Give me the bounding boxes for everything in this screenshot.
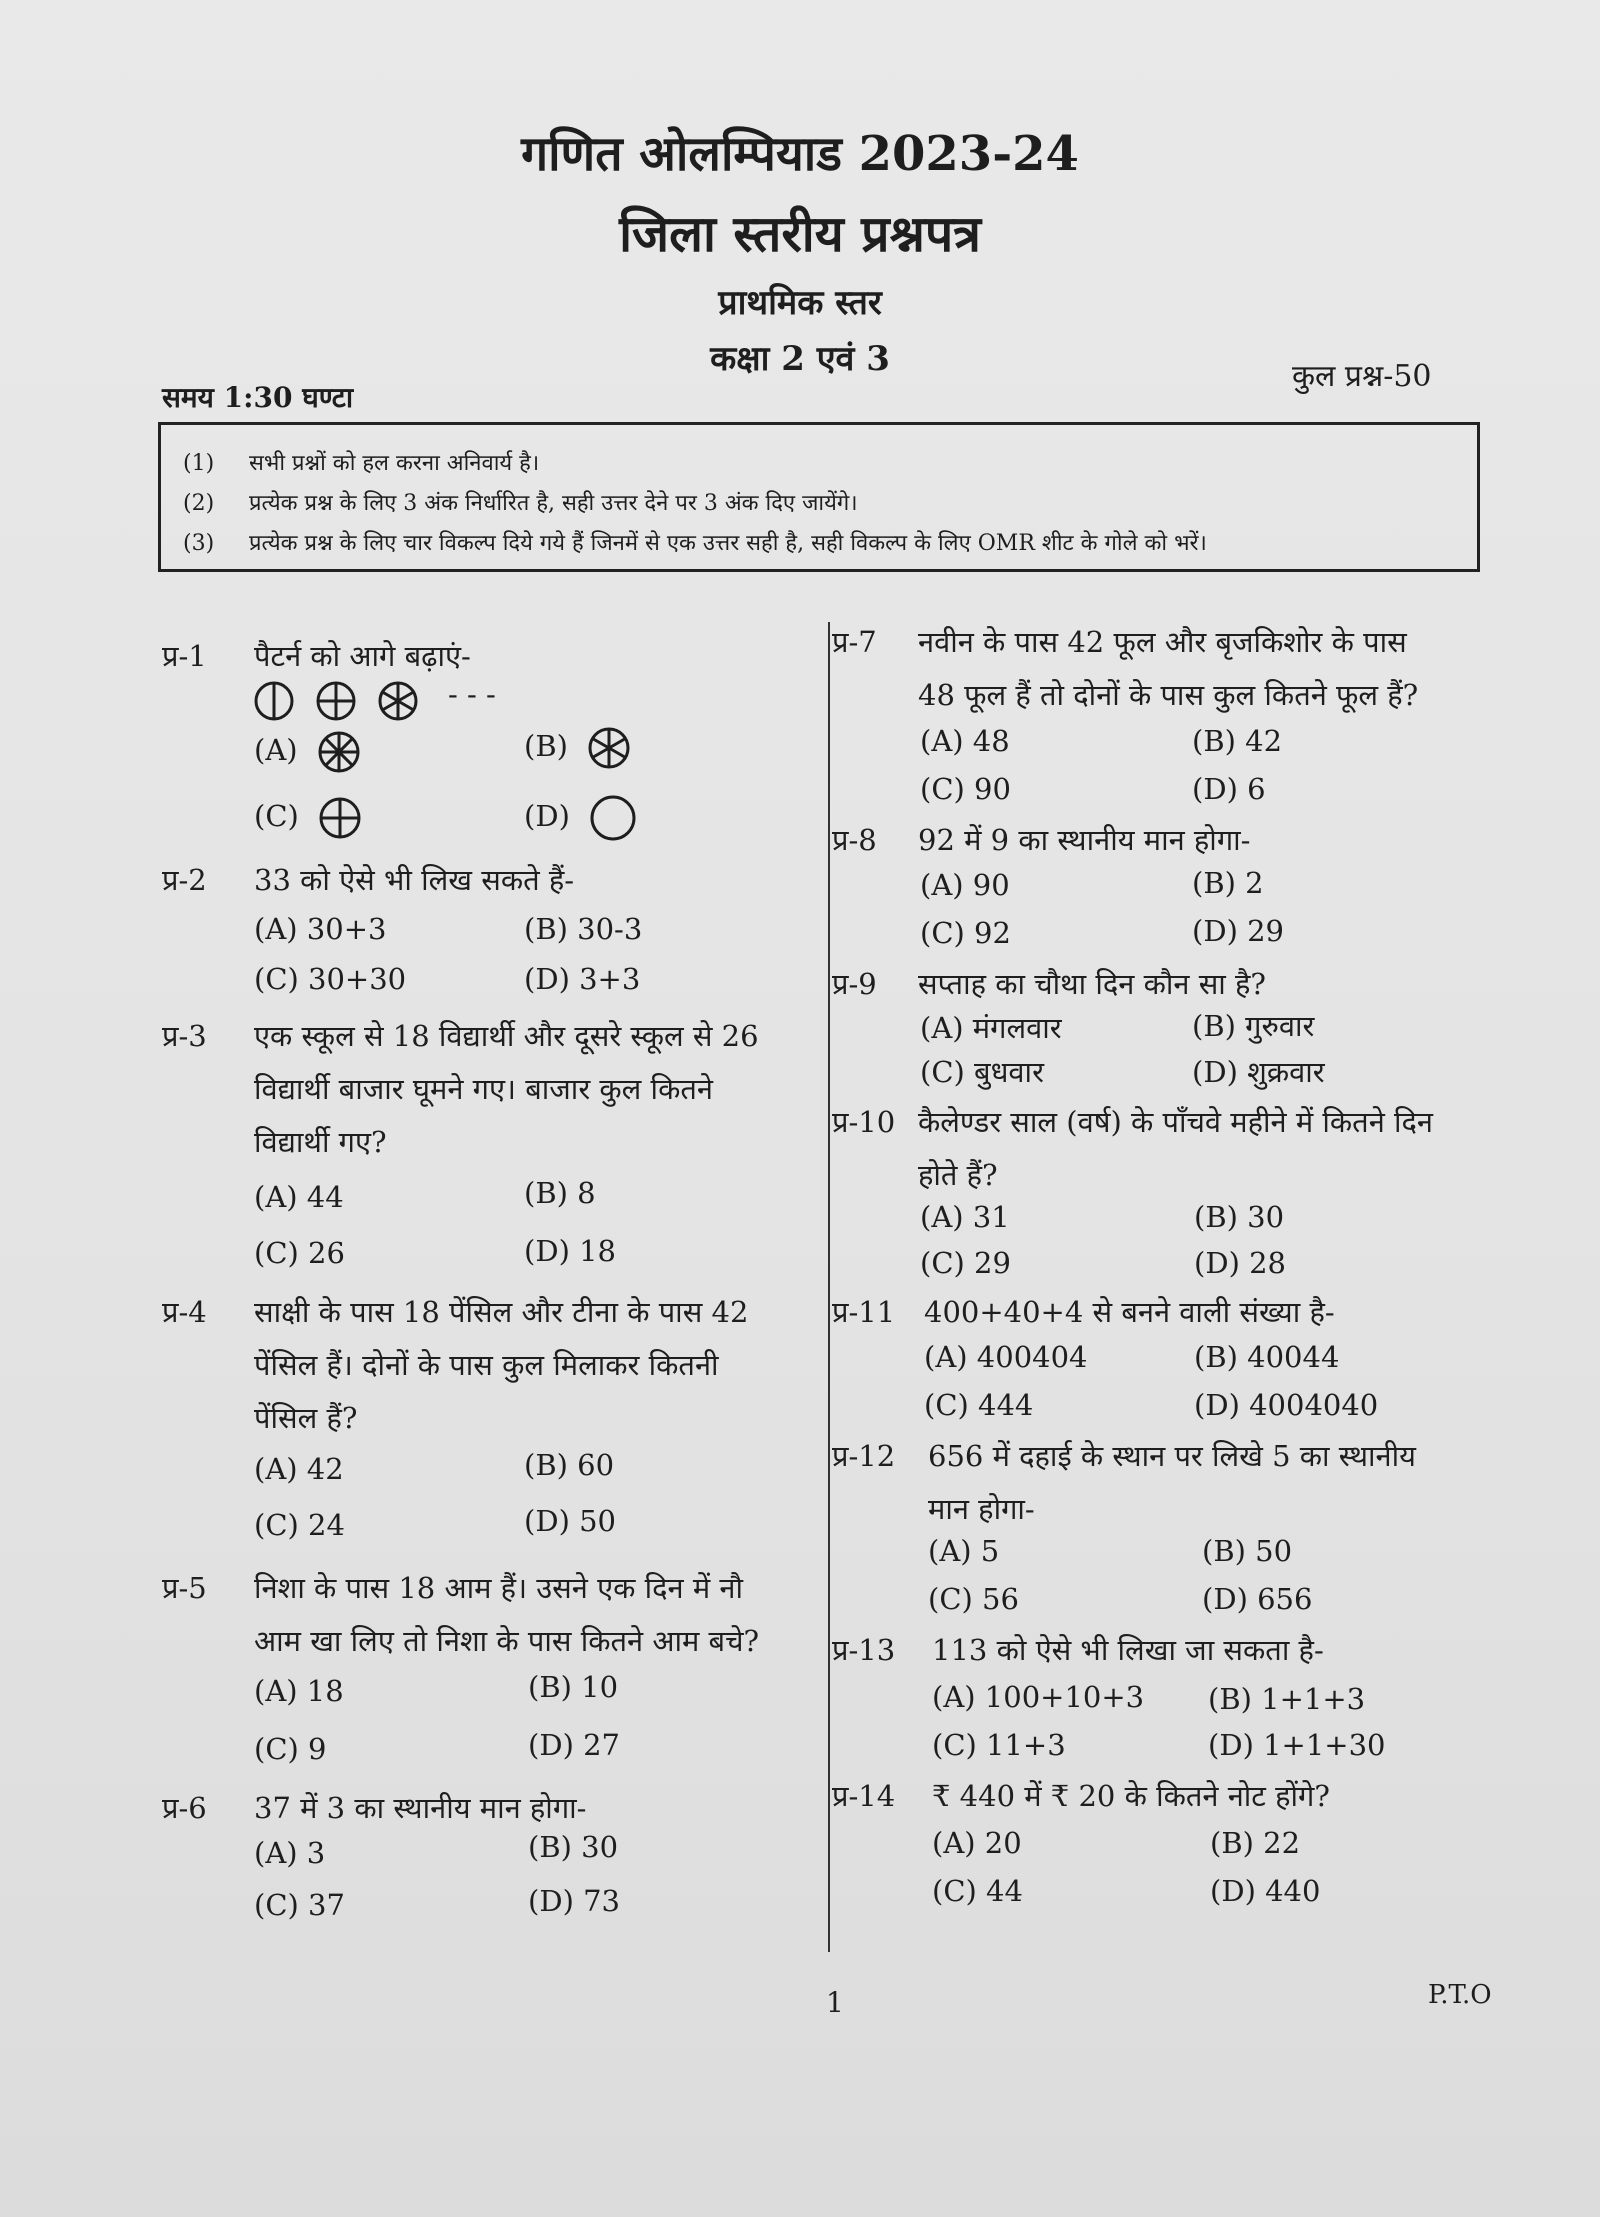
option-d[interactable]: (D) 73 xyxy=(528,1884,620,1918)
option-c[interactable]: (C) बुधवार xyxy=(920,1055,1044,1089)
option-a[interactable]: (A) 31 xyxy=(920,1200,1010,1234)
option-c[interactable]: (C) 29 xyxy=(920,1246,1011,1280)
question-9: प्र-9 सप्ताह का चौथा दिन कौन सा है? xyxy=(832,967,1266,1001)
option-b[interactable]: (B) xyxy=(524,726,631,770)
paper-level: प्राथमिक स्तर xyxy=(718,283,882,323)
option-d[interactable]: (D) शुक्रवार xyxy=(1192,1055,1325,1089)
question-8: प्र-8 92 में 9 का स्थानीय मान होगा- xyxy=(832,823,1251,857)
option-a[interactable]: (A) 400404 xyxy=(924,1340,1088,1374)
page-number: 1 xyxy=(826,1986,844,2019)
option-d[interactable]: (D) 656 xyxy=(1202,1582,1313,1616)
circle-6-spokes-icon xyxy=(587,726,631,770)
option-b[interactable]: (B) 30-3 xyxy=(524,912,643,946)
circle-6-spokes-icon xyxy=(380,683,416,719)
option-c[interactable]: (C) 26 xyxy=(254,1236,345,1270)
option-a[interactable]: (A) 20 xyxy=(932,1826,1022,1860)
option-a[interactable]: (A) 90 xyxy=(920,868,1010,902)
question-10: प्र-10 कैलेण्डर साल (वर्ष) के पाँचवे महीने में कितने दिन होते हैं? xyxy=(832,1105,1434,1192)
option-d[interactable]: (D) xyxy=(524,794,637,842)
option-b[interactable]: (B) 42 xyxy=(1192,724,1283,758)
option-b[interactable]: (B) 8 xyxy=(524,1176,596,1210)
option-c[interactable]: (C) 37 xyxy=(254,1888,345,1922)
option-d[interactable]: (D) 1+1+30 xyxy=(1208,1728,1386,1762)
paper-class: कक्षा 2 एवं 3 xyxy=(710,339,890,379)
time-allowed: समय 1:30 घण्टा xyxy=(162,381,354,414)
option-c[interactable]: (C) xyxy=(254,796,362,840)
column-divider xyxy=(828,622,830,1952)
option-b[interactable]: (B) 2 xyxy=(1192,866,1264,900)
paper-subtitle: जिला स्तरीय प्रश्नपत्र xyxy=(619,204,981,263)
circle-1-spoke-icon xyxy=(256,683,292,719)
empty-circle-icon xyxy=(589,794,637,842)
question-1: प्र-1 पैटर्न को आगे बढ़ाएं- xyxy=(162,639,471,673)
option-b[interactable]: (B) 60 xyxy=(524,1448,615,1482)
option-a[interactable]: (A) 44 xyxy=(254,1180,344,1214)
question-11: प्र-11 400+40+4 से बनने वाली संख्या है- xyxy=(832,1295,1335,1329)
instruction-item: (3) प्रत्येक प्रश्न के लिए चार विकल्प दिये गये हैं जिनमें से एक उत्तर सही है, सही विकल्प के लिए OMR शीट के गोले को भरें। xyxy=(183,531,1207,556)
question-13: प्र-13 113 को ऐसे भी लिखा जा सकता है- xyxy=(832,1633,1324,1667)
option-b[interactable]: (B) 30 xyxy=(528,1830,619,1864)
option-a[interactable]: (A) xyxy=(254,730,361,774)
option-d[interactable]: (D) 29 xyxy=(1192,914,1284,948)
option-d[interactable]: (D) 4004040 xyxy=(1194,1388,1379,1422)
option-d[interactable]: (D) 18 xyxy=(524,1234,616,1268)
option-d[interactable]: (D) 440 xyxy=(1210,1874,1321,1908)
question-4: प्र-4 साक्षी के पास 18 पेंसिल और टीना के पास 42 पेंसिल हैं। दोनों के पास कुल मिलाकर कितनी पेंसिल हैं? xyxy=(162,1295,749,1435)
question-2: प्र-2 33 को ऐसे भी लिख सकते हैं- xyxy=(162,863,575,897)
option-a[interactable]: (A) 42 xyxy=(254,1452,344,1486)
instructions-box xyxy=(158,422,1480,572)
option-a[interactable]: (A) मंगलवार xyxy=(920,1011,1062,1045)
option-b[interactable]: (B) 40044 xyxy=(1194,1340,1340,1374)
paper-title: गणित ओलम्पियाड 2023-24 xyxy=(521,126,1079,182)
total-questions: कुल प्रश्न-50 xyxy=(1292,359,1432,394)
option-b[interactable]: (B) 50 xyxy=(1202,1534,1293,1568)
option-c[interactable]: (C) 11+3 xyxy=(932,1728,1066,1762)
option-c[interactable]: (C) 9 xyxy=(254,1732,327,1766)
circle-8-spokes-icon xyxy=(317,730,361,774)
question-7: प्र-7 नवीन के पास 42 फूल और बृजकिशोर के पास 48 फूल हैं तो दोनों के पास कुल कितने फूल हैं? xyxy=(832,625,1419,712)
pattern-figures xyxy=(252,680,572,722)
question-6: प्र-6 37 में 3 का स्थानीय मान होगा- xyxy=(162,1791,587,1825)
option-c[interactable]: (C) 30+30 xyxy=(254,962,407,996)
option-a[interactable]: (A) 5 xyxy=(928,1534,1000,1568)
pto-label: P.T.O xyxy=(1428,1980,1492,2010)
question-14: प्र-14 ₹ 440 में ₹ 20 के कितने नोट होंगे? xyxy=(832,1779,1330,1813)
question-12: प्र-12 656 में दहाई के स्थान पर लिखे 5 का स्थानीय मान होगा- xyxy=(832,1439,1416,1526)
option-b[interactable]: (B) 22 xyxy=(1210,1826,1301,1860)
instruction-item: (1) सभी प्रश्नों को हल करना अनिवार्य है। xyxy=(183,451,540,476)
question-3: प्र-3 एक स्कूल से 18 विद्यार्थी और दूसरे स्कूल से 26 विद्यार्थी बाजार घूमने गए। बाजार कुल कितने विद्यार्थी गए? xyxy=(162,1019,759,1159)
option-a[interactable]: (A) 18 xyxy=(254,1674,344,1708)
pattern-ellipsis: - - - xyxy=(448,677,496,711)
pattern-sequence xyxy=(252,680,572,726)
circle-cross-icon xyxy=(318,683,354,719)
option-c[interactable]: (C) 44 xyxy=(932,1874,1023,1908)
instruction-item: (2) प्रत्येक प्रश्न के लिए 3 अंक निर्धारित है, सही उत्तर देने पर 3 अंक दिए जायेंगे। xyxy=(183,491,858,516)
option-c[interactable]: (C) 90 xyxy=(920,772,1011,806)
question-5: प्र-5 निशा के पास 18 आम हैं। उसने एक दिन में नौ आम खा लिए तो निशा के पास कितने आम बचे? xyxy=(162,1571,760,1658)
option-b[interactable]: (B) 30 xyxy=(1194,1200,1285,1234)
option-c[interactable]: (C) 444 xyxy=(924,1388,1034,1422)
option-a[interactable]: (A) 48 xyxy=(920,724,1010,758)
option-b[interactable]: (B) 1+1+3 xyxy=(1208,1682,1366,1716)
option-c[interactable]: (C) 92 xyxy=(920,916,1011,950)
option-c[interactable]: (C) 24 xyxy=(254,1508,345,1542)
option-d[interactable]: (D) 6 xyxy=(1192,772,1266,806)
option-b[interactable]: (B) 10 xyxy=(528,1670,619,1704)
option-a[interactable]: (A) 3 xyxy=(254,1836,326,1870)
option-d[interactable]: (D) 50 xyxy=(524,1504,616,1538)
option-c[interactable]: (C) 56 xyxy=(928,1582,1019,1616)
option-d[interactable]: (D) 28 xyxy=(1194,1246,1286,1280)
option-d[interactable]: (D) 27 xyxy=(528,1728,620,1762)
option-a[interactable]: (A) 100+10+3 xyxy=(932,1680,1145,1714)
option-b[interactable]: (B) गुरुवार xyxy=(1192,1009,1315,1043)
circle-cross-icon xyxy=(318,796,362,840)
option-a[interactable]: (A) 30+3 xyxy=(254,912,387,946)
option-d[interactable]: (D) 3+3 xyxy=(524,962,641,996)
